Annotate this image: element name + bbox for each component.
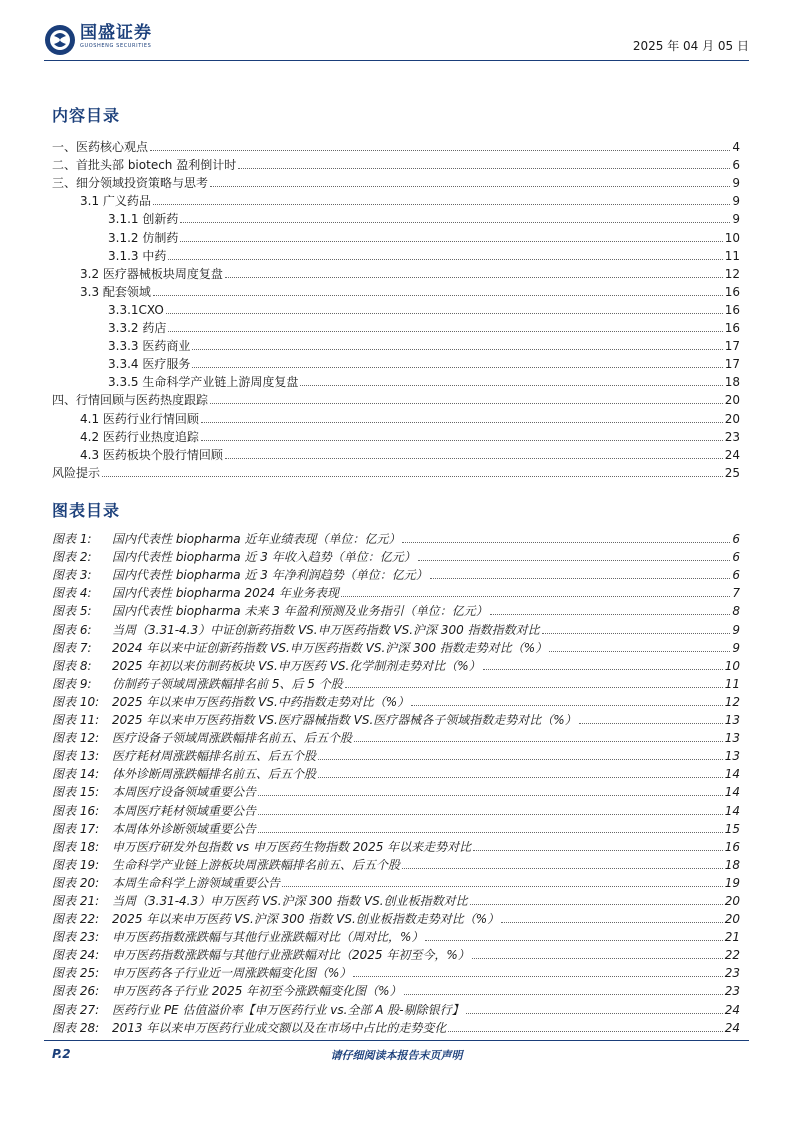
figure-entry-page: 19 [724,875,740,890]
figure-entry-page: 6 [732,568,740,583]
toc-entry-page: 16 [724,302,740,317]
toc-entry-page: 24 [724,447,740,462]
figure-entry-label: 图表 21: [52,893,100,908]
figure-entry-title: 医疗设备子领域周涨跌幅排名前五、后五个股 [112,731,353,746]
figure-entry-label: 图表 6: [52,622,92,637]
figure-entry-label: 图表 9: [52,676,92,691]
figure-entry[interactable] [52,872,740,890]
toc-entry-page: 9 [732,176,740,191]
figure-entry-title: 国内代表性 biopharma 近年业绩表现（单位：亿元） [112,532,401,547]
toc-entry-title: 3.1.1 创新药 [108,212,179,227]
figure-entry-title: 2025 年以来申万医药 VS.沪深 300 指数 VS.创业板指数走势对比（%） [112,912,500,927]
toc-entry-page: 11 [724,248,740,263]
toc-entry-title: 3.2 医疗器械板块周度复盘 [80,266,223,281]
figure-entry[interactable] [52,528,740,546]
figures-list [52,528,740,1035]
figure-entry-title: 医疗耗材周涨跌幅排名前五、后五个股 [112,749,317,764]
leader-dots [466,1013,723,1014]
leader-dots [282,886,723,887]
figure-entry-page: 7 [732,586,740,601]
toc-entry-page: 23 [724,429,740,444]
toc-entry-page: 4 [732,140,740,155]
figure-entry[interactable] [52,926,740,944]
leader-dots [210,403,723,404]
figure-entry-label: 图表 16: [52,803,100,818]
figure-entry-title: 申万医药指数涨跌幅与其他行业涨跌幅对比（周对比，%） [112,930,424,945]
toc-entry-title: 3.3.5 生命科学产业链上游周度复盘 [108,375,299,390]
figure-entry-label: 图表 1: [52,532,92,547]
toc-entry[interactable] [52,190,740,208]
figure-entry-title: 国内代表性 biopharma 近 3 年收入趋势（单位：亿元） [112,550,416,565]
toc-entry-title: 3.1.3 中药 [108,248,167,263]
figure-entry-title: 2013 年以来申万医药行业成交额以及在市场中占比的走势变化 [112,1020,447,1035]
logo-name-en: GUOSHENG SECURITIES [80,43,152,49]
figure-entry[interactable] [52,908,740,926]
leader-dots [402,868,723,869]
toc-entry-page: 6 [732,158,740,173]
leader-dots [150,150,730,151]
leader-dots [168,259,722,260]
toc-entry-page: 9 [732,194,740,209]
figure-entry-title: 申万医药各子行业 2025 年初至今涨跌幅变化图（%） [112,984,402,999]
figure-entry-label: 图表 28: [52,1020,100,1035]
figure-entry-label: 图表 27: [52,1002,100,1017]
figure-entry-label: 图表 20: [52,875,100,890]
toc-entry-page: 9 [732,212,740,227]
leader-dots [201,422,723,423]
figure-entry[interactable] [52,1017,740,1035]
contents-list [52,136,740,480]
figure-entry-title: 本周医疗耗材领域重要公告 [112,803,257,818]
leader-dots [258,795,723,796]
toc-entry-title: 3.3.4 医疗服务 [108,357,191,372]
figure-entry-title: 本周体外诊断领域重要公告 [112,821,257,836]
figure-entry-page: 13 [724,713,740,728]
figure-entry-page: 6 [732,550,740,565]
figure-entry-label: 图表 19: [52,857,100,872]
toc-entry[interactable] [52,226,740,244]
leader-dots [341,596,731,597]
figure-entry-label: 图表 12: [52,731,100,746]
toc-entry[interactable] [52,154,740,172]
leader-dots [166,313,723,314]
toc-entry-page: 12 [724,266,740,281]
figure-entry[interactable] [52,980,740,998]
toc-entry[interactable] [52,389,740,407]
toc-entry-title: 3.1.2 仿制药 [108,230,179,245]
leader-dots [501,922,723,923]
figure-entry-page: 14 [724,767,740,782]
leader-dots [210,186,730,187]
figure-entry-title: 2025 年以来申万医药指数 VS.医疗器械指数 VS.医疗器械各子领域指数走势对比（%） [112,713,577,728]
figure-entry-page: 14 [724,803,740,818]
figure-entry[interactable] [52,890,740,908]
toc-entry-page: 18 [724,375,740,390]
toc-entry-title: 一、医药核心观点 [52,140,149,155]
leader-dots [225,458,723,459]
toc-entry[interactable] [52,281,740,299]
contents-title: 内容目录 [52,106,121,125]
leader-dots [579,723,723,724]
toc-entry-page: 16 [724,321,740,336]
toc-entry-title: 3.3.2 药店 [108,321,167,336]
figure-entry-label: 图表 10: [52,694,100,709]
figure-entry-label: 图表 13: [52,749,100,764]
figure-entry-page: 16 [724,839,740,854]
logo-mark-icon [44,24,76,56]
toc-entry-page: 25 [724,465,740,480]
leader-dots [425,940,722,941]
leader-dots [258,814,723,815]
figure-entry[interactable] [52,673,740,691]
toc-entry-title: 3.3 配套领域 [80,284,151,299]
figure-entry[interactable] [52,546,740,564]
report-date: 2025 年 04 月 05 日 [632,39,749,53]
figure-entry[interactable] [52,727,740,745]
toc-entry[interactable] [52,317,740,335]
toc-entry-title: 3.1 广义药品 [80,194,151,209]
toc-entry[interactable] [52,136,740,154]
figure-entry-page: 12 [724,694,740,709]
leader-dots [225,277,723,278]
figure-entry-page: 23 [724,966,740,981]
figure-entry-page: 24 [724,1020,740,1035]
toc-entry-page: 17 [724,339,740,354]
page-header [44,20,749,61]
leader-dots [470,904,723,905]
leader-dots [353,976,722,977]
leader-dots [201,440,723,441]
toc-entry[interactable] [52,371,740,389]
leader-dots [354,741,723,742]
figure-entry-label: 图表 11: [52,713,100,728]
figure-entry[interactable] [52,763,740,781]
leader-dots [418,560,731,561]
figure-entry-page: 18 [724,857,740,872]
figure-entry[interactable] [52,944,740,962]
figures-title: 图表目录 [52,501,121,520]
figure-entry-label: 图表 8: [52,658,92,673]
toc-entry-title: 4.1 医药行业行情回顾 [80,411,199,426]
figure-entry-page: 14 [724,785,740,800]
figure-entry-title: 申万医药指数涨跌幅与其他行业涨跌幅对比（2025 年初至今，%） [112,948,470,963]
figure-entry-title: 当周（3.31-4.3）中证创新药指数 VS.申万医药指数 VS.沪深 300 指数指数对比 [112,622,540,637]
toc-entry[interactable] [52,444,740,462]
leader-dots [345,687,723,688]
figure-entry-title: 本周生命科学上游领域重要公告 [112,875,281,890]
toc-entry[interactable] [52,462,740,480]
leader-dots [472,958,723,959]
leader-dots [258,832,723,833]
leader-dots [238,168,730,169]
figure-entry-label: 图表 2: [52,550,92,565]
figure-entry-title: 2025 年初以来仿制药板块 VS.申万医药 VS.化学制剂走势对比（%） [112,658,481,673]
figure-entry-label: 图表 3: [52,568,92,583]
figure-entry-title: 申万医疗研发外包指数 vs 申万医药生物指数 2025 年以来走势对比 [112,839,472,854]
logo-name-cn: 国盛证券 [80,23,152,43]
leader-dots [318,759,723,760]
leader-dots [490,614,731,615]
toc-entry[interactable] [52,245,740,263]
toc-entry[interactable] [52,353,740,371]
disclaimer-note: 请仔细阅读本报告末页声明 [330,1049,463,1062]
figure-entry[interactable] [52,691,740,709]
figure-entry[interactable] [52,618,740,636]
leader-dots [180,241,722,242]
figure-entry-title: 本周医疗设备领域重要公告 [112,785,257,800]
figure-entry-title: 申万医药各子行业近一周涨跌幅变化图（%） [112,966,352,981]
page-footer [44,1040,749,1065]
leader-dots [411,705,723,706]
figure-entry[interactable] [52,564,740,582]
figure-entry[interactable] [52,818,740,836]
leader-dots [549,651,730,652]
figure-entry[interactable] [52,637,740,655]
figure-entry-title: 体外诊断周涨跌幅排名前五、后五个股 [112,767,317,782]
company-logo [44,24,152,56]
figure-entry-page: 9 [732,640,740,655]
toc-entry[interactable] [52,263,740,281]
toc-entry-title: 4.3 医药板块个股行情回顾 [80,447,223,462]
figure-entry-page: 13 [724,731,740,746]
toc-entry-title: 3.3.1CXO [108,302,164,317]
figure-entry[interactable] [52,998,740,1016]
toc-entry-title: 3.3.3 医药商业 [108,339,191,354]
figure-entry-page: 10 [724,658,740,673]
leader-dots [180,222,730,223]
leader-dots [153,295,723,296]
figure-entry[interactable] [52,582,740,600]
leader-dots [168,331,722,332]
toc-entry-page: 10 [724,230,740,245]
leader-dots [404,994,723,995]
figure-entry-title: 医药行业 PE 估值溢价率【申万医药行业 vs.全部 A 股-剔除银行】 [112,1002,464,1017]
figure-entry-label: 图表 18: [52,839,100,854]
figure-entry-page: 20 [724,912,740,927]
figure-entry[interactable] [52,709,740,727]
toc-entry-page: 17 [724,357,740,372]
figure-entry-page: 11 [724,676,740,691]
toc-entry-title: 风险提示 [52,465,101,480]
figure-entry-page: 22 [724,948,740,963]
figure-entry-page: 23 [724,984,740,999]
toc-entry[interactable] [52,426,740,444]
toc-entry[interactable] [52,208,740,226]
figure-entry-label: 图表 23: [52,930,100,945]
toc-entry-page: 20 [724,411,740,426]
figure-entry-label: 图表 7: [52,640,92,655]
figure-entry[interactable] [52,745,740,763]
figure-entry[interactable] [52,962,740,980]
figure-entry-page: 6 [732,532,740,547]
leader-dots [102,476,723,477]
leader-dots [300,385,722,386]
figure-entry-label: 图表 25: [52,966,100,981]
figure-entry-page: 13 [724,749,740,764]
leader-dots [473,850,723,851]
toc-entry-page: 16 [724,284,740,299]
figure-entry[interactable] [52,655,740,673]
figure-entry-title: 国内代表性 biopharma 未来 3 年盈利预测及业务指引（单位：亿元） [112,604,488,619]
figure-entry-title: 仿制药子领域周涨跌幅排名前 5、后 5 个股 [112,676,343,691]
figure-entry-title: 国内代表性 biopharma 近 3 年净利润趋势（单位：亿元） [112,568,428,583]
toc-entry[interactable] [52,335,740,353]
toc-entry-page: 20 [724,393,740,408]
figure-entry-title: 2025 年以来申万医药指数 VS.中药指数走势对比（%） [112,694,410,709]
figure-entry-title: 国内代表性 biopharma 2024 年业务表现 [112,586,339,601]
toc-entry-title: 二、首批头部 biotech 盈利倒计时 [52,158,237,173]
figure-entry[interactable] [52,600,740,618]
toc-entry[interactable] [52,407,740,425]
toc-entry-title: 四、行情回顾与医药热度跟踪 [52,393,209,408]
figure-entry-page: 9 [732,622,740,637]
figure-entry[interactable] [52,836,740,854]
figure-entry[interactable] [52,799,740,817]
figure-entry-page: 8 [732,604,740,619]
leader-dots [192,349,722,350]
figure-entry-page: 15 [724,821,740,836]
leader-dots [542,633,731,634]
figure-entry-title: 当周（3.31-4.3）申万医药 VS.沪深 300 指数 VS.创业板指数对比 [112,893,468,908]
figure-entry[interactable] [52,781,740,799]
figure-entry-title: 生命科学产业链上游板块周涨跌幅排名前五、后五个股 [112,857,401,872]
figure-entry-label: 图表 14: [52,767,100,782]
figure-entry-label: 图表 4: [52,586,92,601]
toc-entry-title: 三、细分领域投资策略与思考 [52,176,209,191]
figure-entry-page: 21 [724,930,740,945]
figure-entry-label: 图表 15: [52,785,100,800]
leader-dots [153,204,730,205]
page-number: P.2 [52,1047,71,1061]
figure-entry-page: 20 [724,893,740,908]
figure-entry[interactable] [52,854,740,872]
leader-dots [483,669,723,670]
figure-entry-title: 2024 年以来中证创新药指数 VS.申万医药指数 VS.沪深 300 指数走势对比（%） [112,640,548,655]
leader-dots [402,542,730,543]
toc-entry[interactable] [52,172,740,190]
figure-entry-label: 图表 24: [52,948,100,963]
toc-entry[interactable] [52,299,740,317]
figure-entry-page: 24 [724,1002,740,1017]
figure-entry-label: 图表 5: [52,604,92,619]
figure-entry-label: 图表 26: [52,984,100,999]
leader-dots [192,367,722,368]
figure-entry-label: 图表 17: [52,821,100,836]
leader-dots [430,578,731,579]
figure-entry-label: 图表 22: [52,912,100,927]
toc-entry-title: 4.2 医药行业热度追踪 [80,429,199,444]
leader-dots [318,777,723,778]
leader-dots [448,1031,722,1032]
